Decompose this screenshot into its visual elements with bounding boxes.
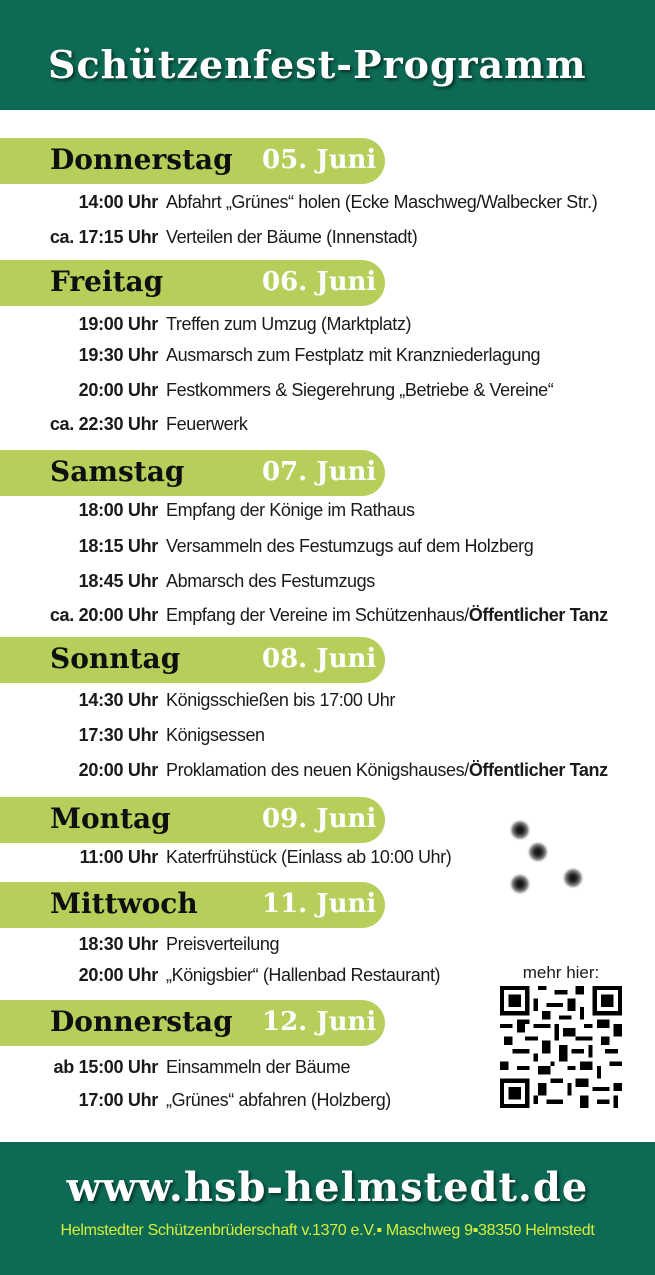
event-time: 19:00 Uhr bbox=[78, 314, 158, 334]
event-time: 20:00 Uhr bbox=[78, 965, 158, 985]
header-bar bbox=[0, 0, 655, 110]
event-description: Abfahrt „Grünes“ holen (Ecke Maschweg/Walbecker Str.) bbox=[166, 192, 598, 212]
event-row bbox=[0, 498, 655, 524]
event-row bbox=[0, 932, 655, 958]
day-date: 08. Juni bbox=[262, 644, 377, 674]
event-row bbox=[0, 569, 655, 595]
event-time: 19:30 Uhr bbox=[78, 345, 158, 365]
day-name: Donnerstag bbox=[50, 1005, 233, 1038]
day-name: Montag bbox=[50, 802, 171, 835]
event-description: Königsschießen bis 17:00 Uhr bbox=[166, 690, 395, 710]
day-date: 11. Juni bbox=[262, 889, 377, 919]
day-name: Mittwoch bbox=[50, 887, 198, 920]
event-description-bold: Öffentlicher Tanz bbox=[468, 605, 608, 625]
day-band-donnerstag-2 bbox=[0, 1000, 385, 1046]
day-band-montag bbox=[0, 797, 385, 843]
day-band-donnerstag-1 bbox=[0, 138, 385, 184]
event-row bbox=[0, 603, 655, 629]
day-date: 09. Juni bbox=[262, 804, 377, 834]
event-description: „Grünes“ abfahren (Holzberg) bbox=[166, 1090, 391, 1110]
event-row bbox=[0, 343, 655, 369]
day-name: Donnerstag bbox=[50, 143, 233, 176]
page-title: Schützenfest-Programm bbox=[48, 42, 587, 87]
event-row bbox=[0, 688, 655, 714]
event-time: 17:00 Uhr bbox=[78, 1090, 158, 1110]
qr-label: mehr hier: bbox=[522, 963, 600, 982]
event-row bbox=[0, 225, 655, 251]
event-time: 11:00 Uhr bbox=[79, 847, 158, 867]
event-description: Katerfrühstück (Einlass ab 10:00 Uhr) bbox=[166, 847, 452, 867]
event-row bbox=[0, 758, 655, 784]
day-date: 07. Juni bbox=[262, 457, 377, 487]
event-row bbox=[0, 534, 655, 560]
footer-address: Helmstedter Schützenbrüderschaft v.1370 e.V.▪ Maschweg 9▪38350 Helmstedt bbox=[60, 1222, 595, 1239]
event-description bbox=[166, 760, 608, 781]
event-description: Treffen zum Umzug (Marktplatz) bbox=[166, 314, 412, 334]
event-description: Preisverteilung bbox=[166, 934, 280, 954]
event-description: Abmarsch des Festumzugs bbox=[166, 571, 375, 591]
event-row bbox=[0, 412, 655, 438]
event-description: „Königsbier“ (Hallenbad Restaurant) bbox=[166, 965, 441, 985]
footer-bar bbox=[0, 1142, 655, 1275]
event-time: ca. 20:00 Uhr bbox=[49, 605, 158, 625]
event-description: Versammeln des Festumzugs auf dem Holzberg bbox=[166, 536, 534, 556]
day-band-freitag bbox=[0, 260, 385, 306]
event-description: Empfang der Könige im Rathaus bbox=[166, 500, 415, 520]
qr-code-icon[interactable] bbox=[500, 986, 622, 1108]
event-description: Festkommers & Siegerehrung „Betriebe & Vereine“ bbox=[166, 380, 554, 400]
event-time: 20:00 Uhr bbox=[78, 380, 158, 400]
event-description: Einsammeln der Bäume bbox=[166, 1057, 351, 1077]
event-time: 14:00 Uhr bbox=[78, 192, 158, 212]
event-description: Feuerwerk bbox=[166, 414, 248, 434]
event-row bbox=[0, 723, 655, 749]
day-name: Freitag bbox=[50, 265, 164, 298]
event-description-text: Proklamation des neuen Königshauses/ bbox=[166, 760, 469, 780]
event-time: 18:00 Uhr bbox=[78, 500, 158, 520]
event-time: 17:30 Uhr bbox=[78, 725, 158, 745]
day-band-sonntag bbox=[0, 637, 385, 683]
event-description: Verteilen der Bäume (Innenstadt) bbox=[166, 227, 418, 247]
event-description-bold: Öffentlicher Tanz bbox=[468, 760, 608, 780]
day-band-mittwoch bbox=[0, 882, 385, 928]
event-description: Ausmarsch zum Festplatz mit Kranzniederlagung bbox=[166, 345, 541, 365]
event-time: 14:30 Uhr bbox=[78, 690, 158, 710]
event-time: ca. 22:30 Uhr bbox=[49, 414, 158, 434]
day-date: 06. Juni bbox=[262, 267, 377, 297]
event-description-text: Empfang der Vereine im Schützenhaus/ bbox=[166, 605, 469, 625]
event-description: Königsessen bbox=[166, 725, 265, 745]
event-time: 18:30 Uhr bbox=[78, 934, 158, 954]
bullet-holes-icon bbox=[500, 808, 600, 908]
event-row bbox=[0, 378, 655, 404]
event-row bbox=[0, 190, 655, 216]
day-name: Sonntag bbox=[50, 642, 181, 675]
event-time: 18:45 Uhr bbox=[78, 571, 158, 591]
event-description bbox=[166, 605, 608, 626]
day-date: 05. Juni bbox=[262, 145, 377, 175]
day-date: 12. Juni bbox=[262, 1007, 377, 1037]
day-name: Samstag bbox=[50, 455, 185, 488]
event-time: 20:00 Uhr bbox=[78, 760, 158, 780]
website-link[interactable]: www.hsb-helmstedt.de bbox=[66, 1164, 589, 1211]
event-time: ab 15:00 Uhr bbox=[53, 1057, 158, 1077]
day-band-samstag bbox=[0, 450, 385, 496]
event-time: 18:15 Uhr bbox=[78, 536, 158, 556]
event-time: ca. 17:15 Uhr bbox=[49, 227, 158, 247]
event-row bbox=[0, 312, 655, 338]
